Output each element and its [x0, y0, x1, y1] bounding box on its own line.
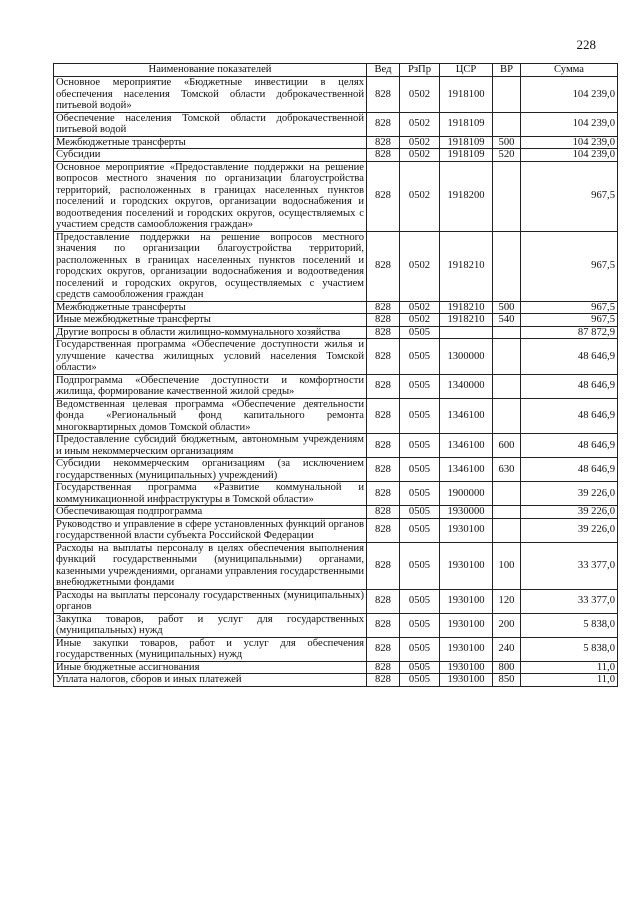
- table-row: [54, 314, 618, 327]
- row-vr: [493, 231, 521, 301]
- row-ved: 828: [367, 77, 400, 113]
- row-vr: [493, 161, 521, 231]
- row-csr: [440, 326, 493, 339]
- row-ved: 828: [367, 136, 400, 149]
- row-rzpr: 0505: [400, 434, 440, 458]
- row-ved: 828: [367, 339, 400, 375]
- row-ved: 828: [367, 661, 400, 674]
- table-row: [54, 326, 618, 339]
- table-row: [54, 661, 618, 674]
- row-ved: 828: [367, 374, 400, 398]
- row-sum: 39 226,0: [521, 482, 618, 506]
- header-ved: Вед: [367, 64, 400, 77]
- row-name: Государственная программа «Развитие коммунальной и коммуникационной инфраструктуры в Томской области»: [54, 482, 367, 506]
- row-vr: [493, 398, 521, 434]
- row-name: Иные межбюджетные трансферты: [54, 314, 367, 327]
- row-csr: 1346100: [440, 398, 493, 434]
- row-sum: 11,0: [521, 674, 618, 687]
- row-csr: 1918210: [440, 314, 493, 327]
- row-name: Уплата налогов, сборов и иных платежей: [54, 674, 367, 687]
- row-name: Межбюджетные трансферты: [54, 301, 367, 314]
- row-rzpr: 0505: [400, 661, 440, 674]
- row-rzpr: 0505: [400, 613, 440, 637]
- row-csr: 1340000: [440, 374, 493, 398]
- row-vr: [493, 518, 521, 542]
- table-row: [54, 149, 618, 162]
- row-vr: 850: [493, 674, 521, 687]
- row-sum: 87 872,9: [521, 326, 618, 339]
- row-name: Межбюджетные трансферты: [54, 136, 367, 149]
- row-csr: 1346100: [440, 434, 493, 458]
- table-row: [54, 458, 618, 482]
- row-vr: [493, 326, 521, 339]
- table-row: [54, 161, 618, 231]
- row-name: Основное мероприятие «Предоставление поддержки на решение вопросов местного значения по организации благоустройства территорий, расположенных в границах населенных пунктов поселений и городских округов, организации водоснабжения и водоотведения поселений и городских округов, осуществляемых с участием средств самообложения граждан»: [54, 161, 367, 231]
- row-vr: [493, 77, 521, 113]
- row-rzpr: 0502: [400, 149, 440, 162]
- budget-table: [53, 63, 618, 687]
- row-name: Ведомственная целевая программа «Обеспечение деятельности фонда «Региональный фонд капитального ремонта многоквартирных домов Томской области»: [54, 398, 367, 434]
- row-sum: 48 646,9: [521, 339, 618, 375]
- row-name: Расходы на выплаты персоналу государственных (муниципальных) органов: [54, 589, 367, 613]
- row-csr: 1918109: [440, 112, 493, 136]
- row-rzpr: 0505: [400, 674, 440, 687]
- row-vr: 600: [493, 434, 521, 458]
- table-row: [54, 518, 618, 542]
- row-rzpr: 0502: [400, 136, 440, 149]
- row-rzpr: 0505: [400, 589, 440, 613]
- row-sum: 48 646,9: [521, 374, 618, 398]
- row-name: Предоставление субсидий бюджетным, автономным учреждениям и иным некоммерческим организациям: [54, 434, 367, 458]
- row-sum: 33 377,0: [521, 589, 618, 613]
- row-rzpr: 0502: [400, 77, 440, 113]
- row-name: Подпрограмма «Обеспечение доступности и комфортности жилища, формирование качественной жилой среды»: [54, 374, 367, 398]
- row-sum: 104 239,0: [521, 136, 618, 149]
- row-sum: 5 838,0: [521, 637, 618, 661]
- row-sum: 11,0: [521, 661, 618, 674]
- row-ved: 828: [367, 518, 400, 542]
- header-name: Наименование показателей: [54, 64, 367, 77]
- row-rzpr: 0502: [400, 112, 440, 136]
- row-name: Субсидии: [54, 149, 367, 162]
- row-name: Субсидии некоммерческим организациям (за исключением государственных (муниципальных) учреждений): [54, 458, 367, 482]
- table-row: [54, 434, 618, 458]
- table-row: [54, 482, 618, 506]
- row-sum: 967,5: [521, 161, 618, 231]
- row-csr: 1918210: [440, 301, 493, 314]
- row-csr: 1930100: [440, 637, 493, 661]
- row-rzpr: 0502: [400, 161, 440, 231]
- row-rzpr: 0505: [400, 518, 440, 542]
- header-sum: Сумма: [521, 64, 618, 77]
- row-sum: 33 377,0: [521, 542, 618, 589]
- table-row: [54, 637, 618, 661]
- row-ved: 828: [367, 542, 400, 589]
- row-sum: 967,5: [521, 301, 618, 314]
- row-rzpr: 0505: [400, 482, 440, 506]
- row-csr: 1930100: [440, 661, 493, 674]
- row-name: Предоставление поддержки на решение вопросов местного значения по организации благоустройства территорий, расположенных в границах населенных пунктов поселений и городских округов, организации водоснабжения и водоотведения поселений и городских округов, осуществляемых с участием средств самообложения граждан: [54, 231, 367, 301]
- row-ved: 828: [367, 589, 400, 613]
- row-sum: 104 239,0: [521, 149, 618, 162]
- table-row: [54, 398, 618, 434]
- row-name: Расходы на выплаты персоналу в целях обеспечения выполнения функций государственными (муниципальными) органами, казенными учреждениями, органами управления государственными внебюджетными фондами: [54, 542, 367, 589]
- row-rzpr: 0505: [400, 506, 440, 519]
- row-rzpr: 0505: [400, 637, 440, 661]
- row-csr: 1930100: [440, 518, 493, 542]
- row-csr: 1918109: [440, 136, 493, 149]
- row-csr: 1918100: [440, 77, 493, 113]
- row-sum: 967,5: [521, 314, 618, 327]
- table-body: [54, 77, 618, 687]
- row-name: Другие вопросы в области жилищно-коммунального хозяйства: [54, 326, 367, 339]
- row-sum: 39 226,0: [521, 518, 618, 542]
- table-row: [54, 613, 618, 637]
- row-csr: 1300000: [440, 339, 493, 375]
- table-row: [54, 231, 618, 301]
- row-ved: 828: [367, 161, 400, 231]
- header-vr: ВР: [493, 64, 521, 77]
- row-ved: 828: [367, 314, 400, 327]
- table-row: [54, 301, 618, 314]
- row-csr: 1346100: [440, 458, 493, 482]
- row-name: Обеспечение населения Томской области доброкачественной питьевой водой: [54, 112, 367, 136]
- header-csr: ЦСР: [440, 64, 493, 77]
- row-sum: 104 239,0: [521, 112, 618, 136]
- row-sum: 48 646,9: [521, 398, 618, 434]
- row-vr: 500: [493, 301, 521, 314]
- table-row: [54, 542, 618, 589]
- row-sum: 48 646,9: [521, 458, 618, 482]
- row-csr: 1930100: [440, 613, 493, 637]
- row-name: Иные закупки товаров, работ и услуг для обеспечения государственных (муниципальных) нужд: [54, 637, 367, 661]
- row-rzpr: 0502: [400, 231, 440, 301]
- row-ved: 828: [367, 398, 400, 434]
- row-vr: 500: [493, 136, 521, 149]
- table-row: [54, 136, 618, 149]
- row-vr: 630: [493, 458, 521, 482]
- row-vr: 520: [493, 149, 521, 162]
- row-rzpr: 0505: [400, 398, 440, 434]
- row-ved: 828: [367, 637, 400, 661]
- row-csr: 1930100: [440, 674, 493, 687]
- row-rzpr: 0505: [400, 458, 440, 482]
- table-row: [54, 77, 618, 113]
- row-ved: 828: [367, 434, 400, 458]
- row-csr: 1918210: [440, 231, 493, 301]
- table-row: [54, 339, 618, 375]
- row-csr: 1930000: [440, 506, 493, 519]
- row-name: Руководство и управление в сфере установленных функций органов государственной власти субъекта Российской Федерации: [54, 518, 367, 542]
- row-vr: [493, 506, 521, 519]
- row-vr: 200: [493, 613, 521, 637]
- row-vr: 240: [493, 637, 521, 661]
- row-ved: 828: [367, 613, 400, 637]
- row-sum: 39 226,0: [521, 506, 618, 519]
- row-name: Государственная программа «Обеспечение доступности жилья и улучшение качества жилищных условий населения Томской области»: [54, 339, 367, 375]
- row-ved: 828: [367, 674, 400, 687]
- row-vr: [493, 339, 521, 375]
- row-vr: 120: [493, 589, 521, 613]
- table-row: [54, 589, 618, 613]
- row-rzpr: 0502: [400, 314, 440, 327]
- row-rzpr: 0505: [400, 542, 440, 589]
- row-sum: 5 838,0: [521, 613, 618, 637]
- header-row: [54, 64, 618, 77]
- row-rzpr: 0505: [400, 326, 440, 339]
- row-csr: 1930100: [440, 542, 493, 589]
- row-name: Основное мероприятие «Бюджетные инвестиции в целях обеспечения населения Томской области доброкачественной питьевой водой»: [54, 77, 367, 113]
- page-number: 228: [576, 37, 596, 52]
- row-ved: 828: [367, 506, 400, 519]
- table-row: [54, 506, 618, 519]
- row-ved: 828: [367, 482, 400, 506]
- header-rzpr: РзПр: [400, 64, 440, 77]
- row-sum: 967,5: [521, 231, 618, 301]
- row-vr: 540: [493, 314, 521, 327]
- row-sum: 48 646,9: [521, 434, 618, 458]
- row-name: Иные бюджетные ассигнования: [54, 661, 367, 674]
- row-csr: 1900000: [440, 482, 493, 506]
- row-csr: 1930100: [440, 589, 493, 613]
- row-csr: 1918200: [440, 161, 493, 231]
- row-rzpr: 0505: [400, 339, 440, 375]
- row-ved: 828: [367, 149, 400, 162]
- row-ved: 828: [367, 231, 400, 301]
- table-row: [54, 374, 618, 398]
- row-sum: 104 239,0: [521, 77, 618, 113]
- row-ved: 828: [367, 326, 400, 339]
- row-vr: [493, 482, 521, 506]
- row-csr: 1918109: [440, 149, 493, 162]
- table-row: [54, 112, 618, 136]
- row-rzpr: 0502: [400, 301, 440, 314]
- row-vr: 800: [493, 661, 521, 674]
- row-ved: 828: [367, 112, 400, 136]
- row-vr: [493, 374, 521, 398]
- table-row: [54, 674, 618, 687]
- row-ved: 828: [367, 458, 400, 482]
- row-vr: [493, 112, 521, 136]
- row-name: Закупка товаров, работ и услуг для государственных (муниципальных) нужд: [54, 613, 367, 637]
- row-rzpr: 0505: [400, 374, 440, 398]
- row-ved: 828: [367, 301, 400, 314]
- row-name: Обеспечивающая подпрограмма: [54, 506, 367, 519]
- row-vr: 100: [493, 542, 521, 589]
